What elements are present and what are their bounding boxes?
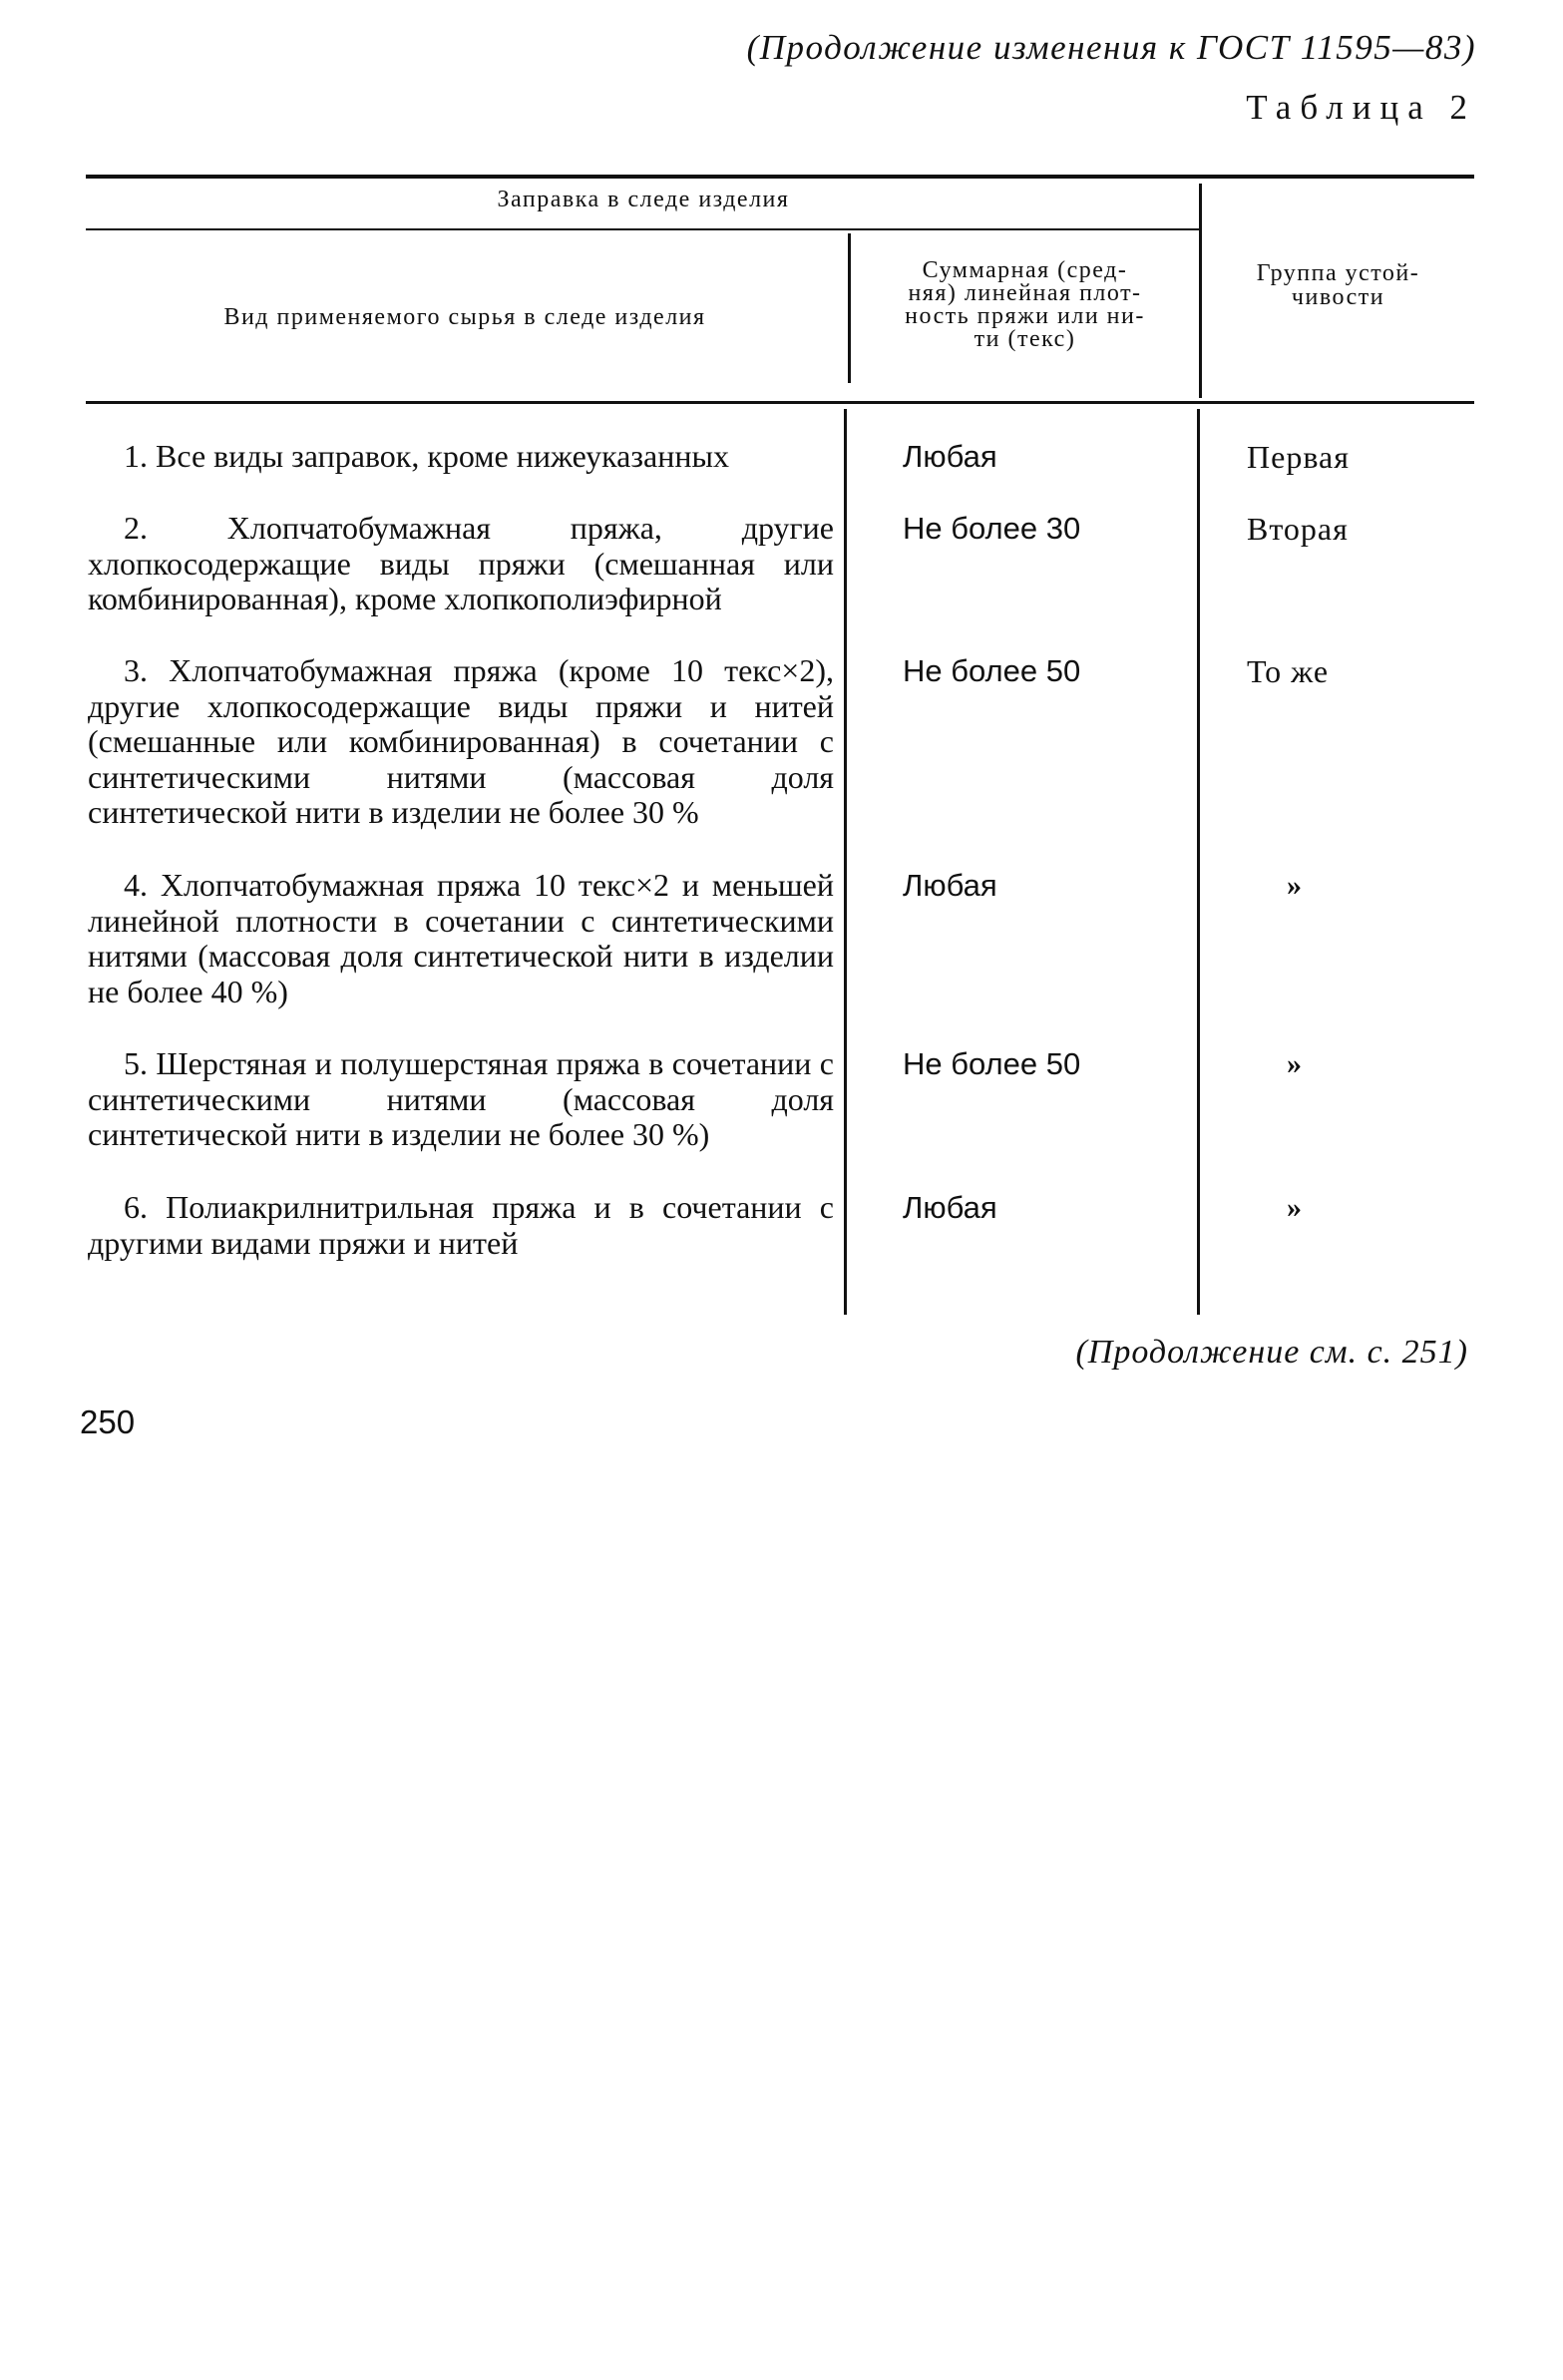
table-row-3-description: 3. Хлопчатобумажная пряжа (кроме 10 текс×2), другие хлопкосодержащие виды пряжи и нитей (смешанные или комбинированная) в сочетании с синтетическими нитями (массовая доля синтетической нити в изделии не более 30 % [88, 652, 834, 830]
header-bottom-rule [86, 401, 1474, 404]
table-row-4-group: » [1287, 869, 1303, 902]
table-row-1-density: Любая [903, 439, 997, 474]
table-row-6-density: Любая [903, 1190, 997, 1225]
continuation-note: (Продолжение см. с. 251) [1075, 1334, 1468, 1371]
table-row-1-description: 1. Все виды заправок, кроме нижеуказанных [124, 438, 729, 474]
col-header-density-line: Суммарная (сред- [922, 257, 1128, 283]
table-row-6-description: 6. Полиакрилнитрильная пряжа и в сочетании с другими видами пряжи и нитей [88, 1189, 834, 1261]
col-header-density-line: ность пряжи или ни- [905, 303, 1145, 329]
body-divider-left [844, 409, 847, 1315]
table-row-3-density: Не более 50 [903, 653, 1081, 688]
table-top-rule [86, 175, 1474, 179]
page-number: 250 [80, 1403, 136, 1440]
table-caption: Таблица 2 [1246, 88, 1476, 127]
group-header: Заправка в следе изделия [497, 187, 790, 212]
col-header-density-line: няя) линейная плот- [908, 280, 1142, 306]
table-row-3-group: То же [1247, 653, 1330, 689]
table-row-5-description: 5. Шерстяная и полушерстяная пряжа в сочетании с синтетическими нитями (массовая доля синтетической нити в изделии не более 30 %) [88, 1045, 834, 1152]
table-row-5-group: » [1287, 1047, 1303, 1080]
header-divider-left [848, 233, 851, 383]
table-row-6-group: » [1287, 1191, 1303, 1224]
col-header-density [853, 259, 1197, 351]
table-row-4-density: Любая [903, 868, 997, 903]
table-row-2-description: 2. Хлопчатобумажная пряжа, другие хлопкосодержащие виды пряжи (смешанная или комбинированная), кроме хлопкополиэфирной [88, 510, 834, 616]
table-row-5-density: Не более 50 [903, 1046, 1081, 1081]
col-header-density-line: ти (текс) [974, 326, 1076, 352]
col-header-group-line: чивости [1291, 284, 1385, 310]
col-header-material: Вид применяемого сырья в следе изделия [223, 304, 706, 330]
table-row-1-group: Первая [1247, 439, 1350, 475]
table-row-2-group: Вторая [1247, 511, 1349, 547]
continuation-header: (Продолжение изменения к ГОСТ 11595—83) [746, 28, 1476, 67]
table-row-4-description: 4. Хлопчатобумажная пряжа 10 текс×2 и меньшей линейной плотности в сочетании с синтетическими нитями (массовая доля синтетической нити в изделии не более 40 %) [88, 867, 834, 1009]
group-header-rule [86, 228, 1201, 230]
col-header-group [1202, 261, 1474, 309]
table-row-2-density: Не более 30 [903, 511, 1081, 546]
col-header-group-line: Группа устой- [1256, 260, 1420, 286]
